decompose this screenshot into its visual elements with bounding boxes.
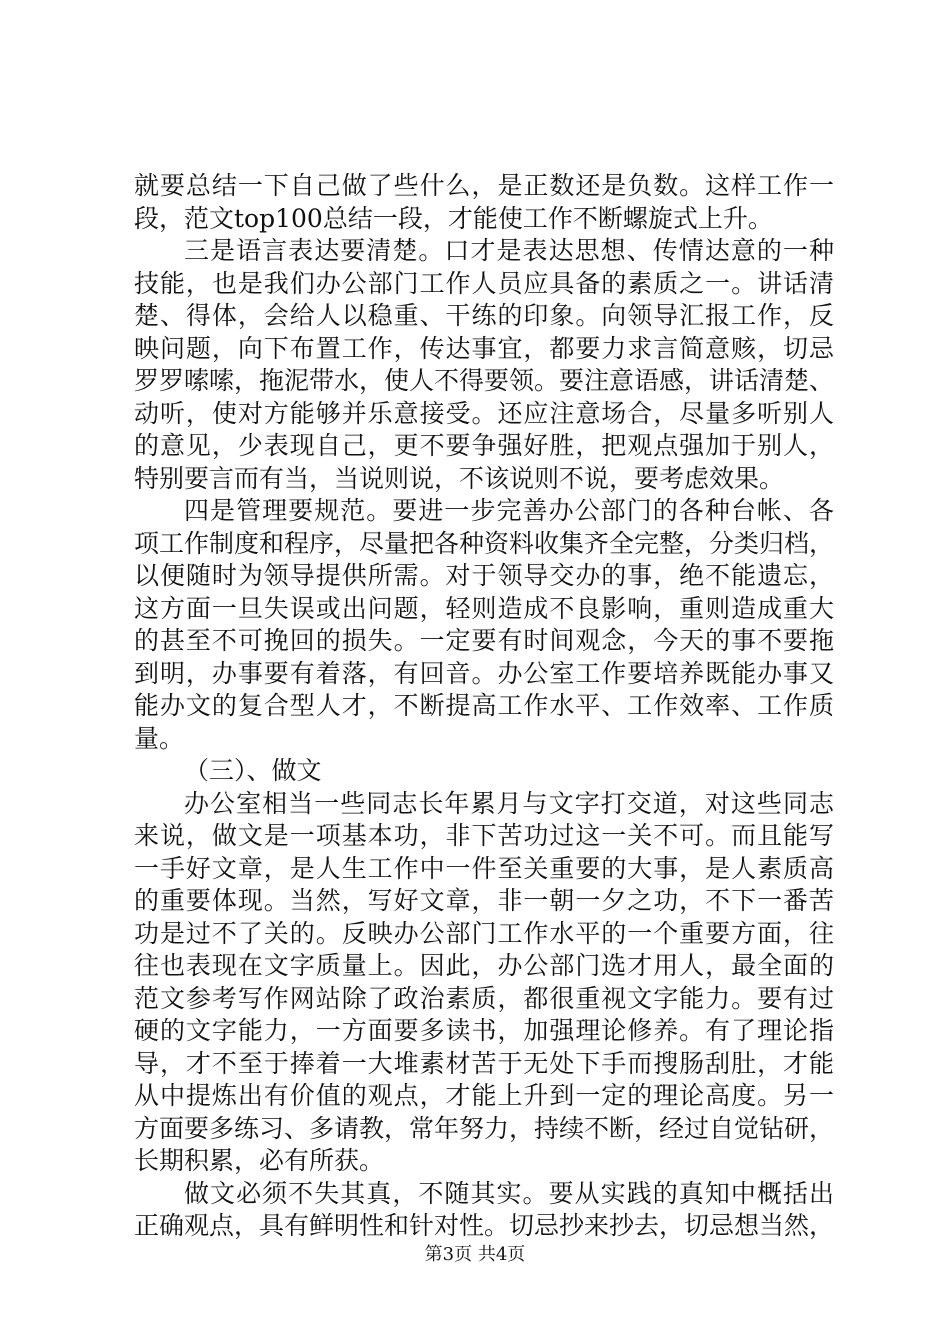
text-line: 量。 <box>134 723 185 753</box>
text-line: 功是过不了关的。反映办公部门工作水平的一个重要方面，往 <box>134 918 834 948</box>
text-line: 特别要言而有当，当说则说，不该说则不说，要考虑效果。 <box>134 463 785 493</box>
text-line: 三是语言表达要清楚。口才是表达思想、传情达意的一种 <box>184 236 834 265</box>
text-line: 技能，也是我们办公部门工作人员应具备的素质之一。讲话清 <box>134 268 834 298</box>
text-line: 罗罗嗦嗦，拖泥带水，使人不得要领。要注意语感，讲话清楚、 <box>134 366 834 395</box>
page-footer: 第3页 共4页 <box>424 1244 526 1265</box>
text-line: 正确观点，具有鲜明性和针对性。切忌抄来抄去，切忌想当然， <box>134 1211 834 1240</box>
text-line: 楚、得体，会给人以稳重、干练的印象。向领导汇报工作，反 <box>134 301 834 330</box>
text-line: 这方面一旦失误或出问题，轻则造成不良影响，重则造成重大 <box>134 593 834 623</box>
text-line: 办公室相当一些同志长年累月与文字打交道，对这些同志 <box>184 788 834 818</box>
text-line: 往也表现在文字质量上。因此，办公部门选才用人，最全面的 <box>134 951 834 980</box>
text-line: 项工作制度和程序，尽量把各种资料收集齐全完整，分类归档， <box>134 528 834 558</box>
text-line: 段，范文top100总结一段，才能使工作不断螺旋式上升。 <box>134 203 773 233</box>
text-line: 到明，办事要有着落，有回音。办公室工作要培养既能办事又 <box>134 658 834 688</box>
text-line: （三）、做文 <box>184 756 322 785</box>
text-line: 范文参考写作网站除了政治素质，都很重视文字能力。要有过 <box>134 983 834 1013</box>
text-line: 一手好文章，是人生工作中一件至关重要的大事，是人素质高 <box>134 853 834 883</box>
text-line: 四是管理要规范。要进一步完善办公部门的各种台帐、各 <box>184 496 834 525</box>
text-line: 导，才不至于捧着一大堆素材苦于无处下手而搜肠刮肚，才能 <box>134 1048 834 1078</box>
document-body <box>134 170 834 1243</box>
text-line: 硬的文字能力，一方面要多读书，加强理论修养。有了理论指 <box>134 1016 834 1045</box>
text-line: 就要总结一下自己做了些什么，是正数还是负数。这样工作一 <box>134 171 834 200</box>
text-line: 映问题，向下布置工作，传达事宜，都要力求言简意赅，切忌 <box>134 333 834 363</box>
text-line: 的意见，少表现自己，更不要争强好胜，把观点强加于别人， <box>134 431 834 460</box>
text-line: 能办文的复合型人才，不断提高工作水平、工作效率、工作质 <box>134 691 834 720</box>
text-line: 做文必须不失其真，不随其实。要从实践的真知中概括出 <box>184 1178 834 1208</box>
text-line: 来说，做文是一项基本功，非下苦功过这一关不可。而且能写 <box>134 821 834 850</box>
text-line: 动听，使对方能够并乐意接受。还应注意场合，尽量多听别人 <box>134 398 834 428</box>
text-line: 以便随时为领导提供所需。对于领导交办的事，绝不能遗忘， <box>134 561 834 590</box>
text-line: 方面要多练习、多请教，常年努力，持续不断，经过自觉钻研， <box>134 1113 834 1143</box>
text-line: 的甚至不可挽回的损失。一定要有时间观念，今天的事不要拖 <box>134 626 834 655</box>
text-line: 长期积累，必有所获。 <box>134 1146 385 1175</box>
text-line: 从中提炼出有价值的观点，才能上升到一定的理论高度。另一 <box>134 1081 834 1110</box>
text-line: 的重要体现。当然，写好文章，非一朝一夕之功，不下一番苦 <box>134 886 834 915</box>
